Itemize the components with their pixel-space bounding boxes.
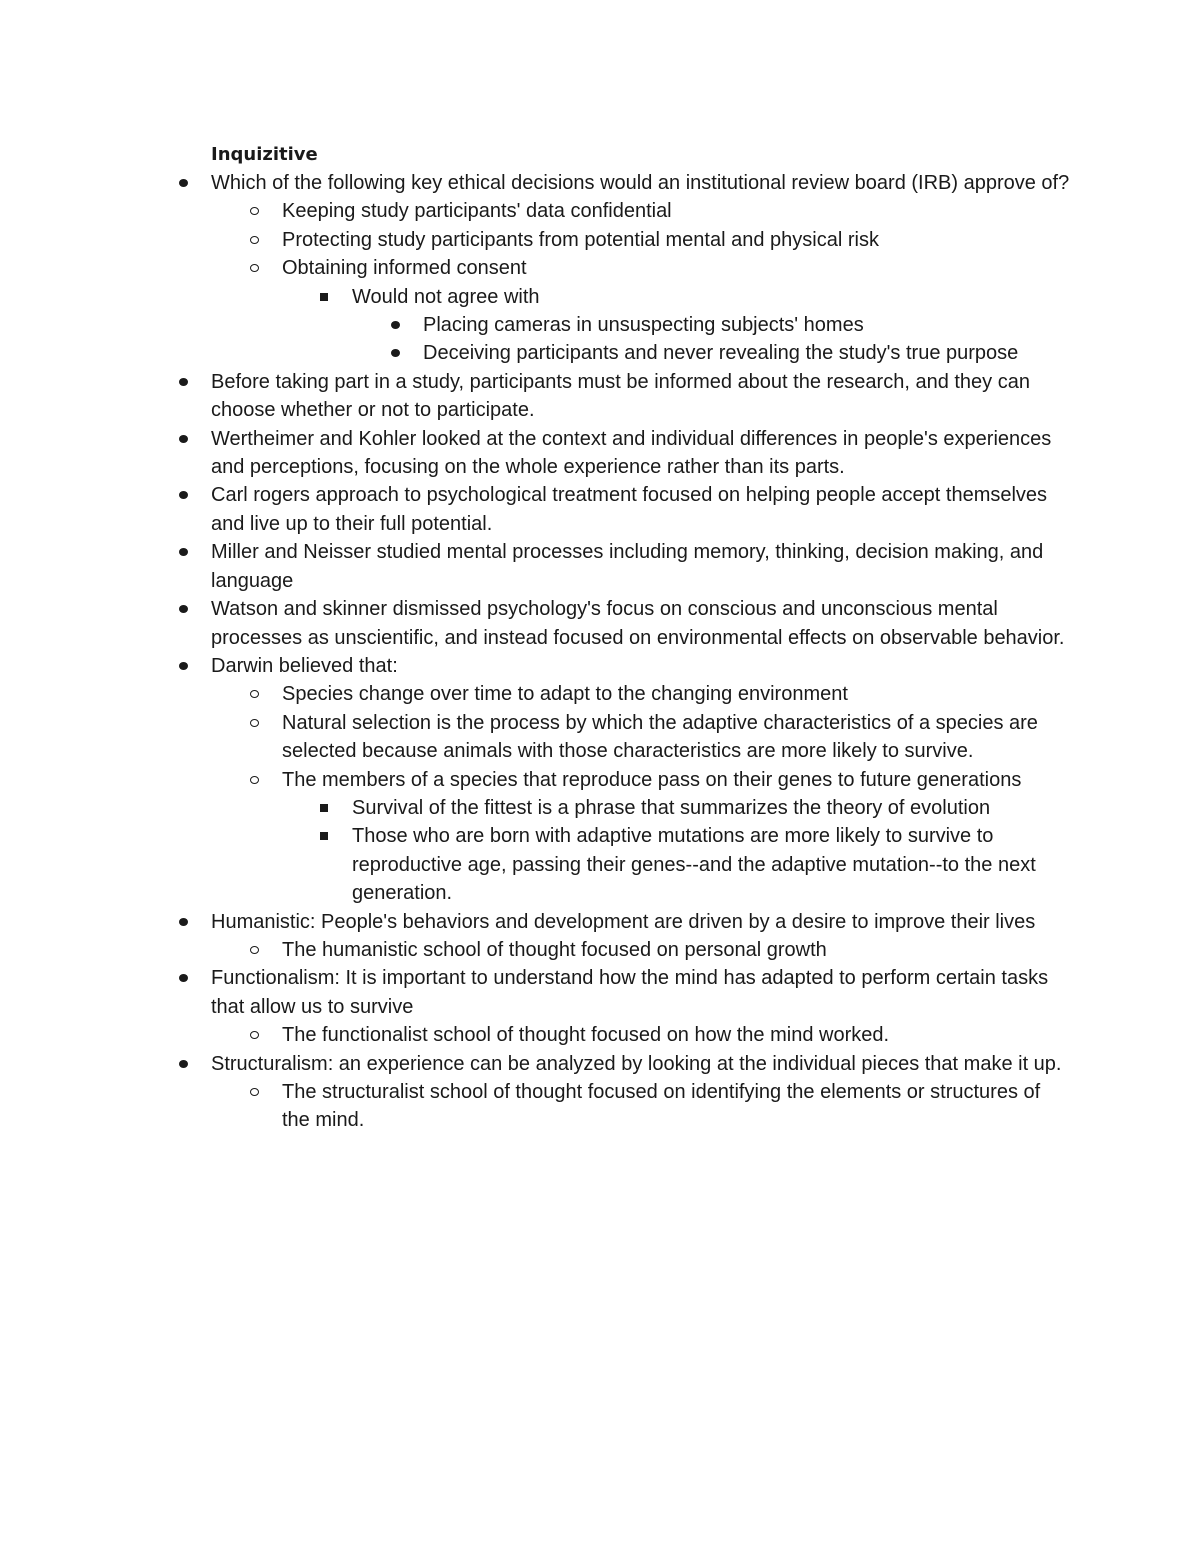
list-item-level-1 xyxy=(211,652,1071,908)
bullet-circle-icon xyxy=(250,207,259,215)
list-item-text: Watson and skinner dismissed psychology's focus on conscious and unconscious mental processes as unscientific, and instead focused on environmental effects on observable behavior. xyxy=(211,598,1065,649)
list-item-level-2 xyxy=(282,709,1071,766)
list-item-level-1 xyxy=(211,481,1071,538)
list-item-level-2 xyxy=(282,766,1071,908)
bullet-disc-icon xyxy=(391,349,400,357)
list-item-level-1 xyxy=(211,595,1071,652)
bullet-disc-icon xyxy=(179,435,188,443)
list-item-text: The members of a species that reproduce pass on their genes to future generations xyxy=(282,768,1022,791)
nested-list xyxy=(282,1078,1071,1135)
list-item-level-1 xyxy=(211,368,1071,425)
list-item-level-4 xyxy=(423,339,1071,367)
list-item-text: Darwin believed that: xyxy=(211,654,398,677)
bullet-circle-icon xyxy=(250,1088,259,1096)
list-item-level-2 xyxy=(282,1021,1071,1049)
nested-list xyxy=(282,936,1071,964)
bullet-disc-icon xyxy=(391,321,400,329)
list-item-level-3 xyxy=(352,822,1071,907)
nested-list xyxy=(423,311,1071,368)
bullet-disc-icon xyxy=(179,918,188,926)
nested-list xyxy=(282,680,1071,907)
list-item-level-4 xyxy=(423,311,1071,339)
list-item-text: Placing cameras in unsuspecting subjects' homes xyxy=(423,314,864,337)
bullet-circle-icon xyxy=(250,690,259,698)
bullet-square-icon xyxy=(320,804,328,812)
list-item-level-1 xyxy=(211,538,1071,595)
list-item-text: Before taking part in a study, participants must be informed about the research, and they can choose whether or not to participate. xyxy=(211,370,1030,422)
list-item-level-3 xyxy=(352,283,1071,368)
list-item-level-2 xyxy=(282,936,1071,964)
list-item-text: Those who are born with adaptive mutations are more likely to survive to reproductive age, passing their genes--and the adaptive mutation--to the next generation. xyxy=(352,825,1036,905)
list-item-text: Functionalism: It is important to understand how the mind has adapted to perform certain tasks that allow us to survive xyxy=(211,967,1049,1018)
list-item-text: Obtaining informed consent xyxy=(282,257,527,280)
bullet-disc-icon xyxy=(179,1060,188,1068)
list-item-text: Miller and Neisser studied mental processes including memory, thinking, decision making, and language xyxy=(211,541,1044,592)
list-item-level-1 xyxy=(211,169,1071,368)
list-item-level-2 xyxy=(282,680,1071,708)
bullet-circle-icon xyxy=(250,236,259,244)
bullet-circle-icon xyxy=(250,1031,259,1039)
list-item-text: The functionalist school of thought focused on how the mind worked. xyxy=(282,1024,890,1047)
list-item-text: Carl rogers approach to psychological treatment focused on helping people accept themselves and live up to their full potential. xyxy=(211,484,1048,535)
bullet-disc-icon xyxy=(179,179,188,187)
list-item-level-1 xyxy=(211,964,1071,1049)
page-title: Inquizitive xyxy=(211,144,318,165)
list-item-level-2 xyxy=(282,226,1071,254)
bullet-circle-icon xyxy=(250,719,259,727)
list-item-text: Humanistic: People's behaviors and development are driven by a desire to improve their lives xyxy=(211,910,1036,933)
bullet-list xyxy=(211,169,1071,1135)
list-item-level-3 xyxy=(352,794,1071,822)
bullet-circle-icon xyxy=(250,264,259,272)
bullet-square-icon xyxy=(320,293,328,301)
list-item-text: Protecting study participants from potential mental and physical risk xyxy=(282,228,879,251)
bullet-square-icon xyxy=(320,832,328,840)
bullet-disc-icon xyxy=(179,378,188,386)
list-item-text: Deceiving participants and never revealing the study's true purpose xyxy=(423,342,1019,365)
list-item-level-2 xyxy=(282,1078,1071,1135)
list-item-text: Wertheimer and Kohler looked at the context and individual differences in people's experiences and perceptions, focusing on the whole experience rather than its parts. xyxy=(211,427,1052,479)
bullet-disc-icon xyxy=(179,548,188,556)
bullet-circle-icon xyxy=(250,776,259,784)
list-item-level-2 xyxy=(282,254,1071,368)
list-item-text: Structuralism: an experience can be analyzed by looking at the individual pieces that make it up. xyxy=(211,1052,1062,1075)
nested-list xyxy=(282,1021,1071,1049)
list-item-level-1 xyxy=(211,1050,1071,1135)
bullet-disc-icon xyxy=(179,974,188,982)
list-item-text: The structuralist school of thought focused on identifying the elements or structures of the mind. xyxy=(282,1081,1041,1132)
list-item-level-1 xyxy=(211,908,1071,965)
nested-list xyxy=(352,794,1071,908)
bullet-disc-icon xyxy=(179,491,188,499)
bullet-disc-icon xyxy=(179,605,188,613)
bullet-circle-icon xyxy=(250,946,259,954)
nested-list xyxy=(282,197,1071,367)
list-item-text: Which of the following key ethical decisions would an institutional review board (IRB) approve of? xyxy=(211,172,1070,194)
list-item-text: Survival of the fittest is a phrase that summarizes the theory of evolution xyxy=(352,796,991,819)
list-item-text: Species change over time to adapt to the changing environment xyxy=(282,683,848,706)
list-item-text: The humanistic school of thought focused on personal growth xyxy=(282,938,827,961)
list-item-text: Keeping study participants' data confidential xyxy=(282,200,672,223)
list-item-text: Would not agree with xyxy=(352,285,540,308)
list-item-level-1 xyxy=(211,425,1071,482)
list-item-text: Natural selection is the process by which the adaptive characteristics of a species are selected because animals with those characteristics are more likely to survive. xyxy=(282,711,1038,763)
bullet-disc-icon xyxy=(179,662,188,670)
list-item-level-2 xyxy=(282,197,1071,225)
nested-list xyxy=(352,283,1071,368)
